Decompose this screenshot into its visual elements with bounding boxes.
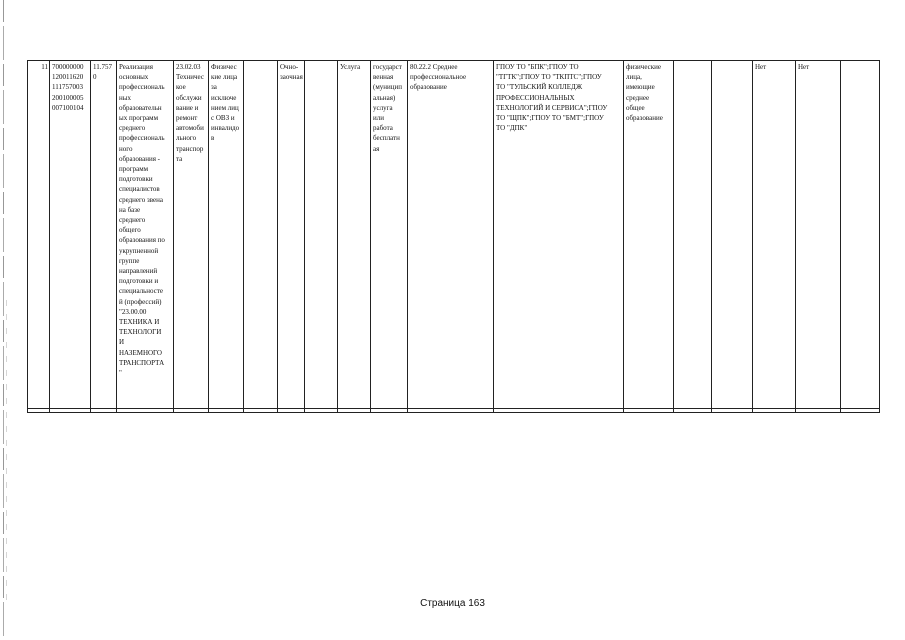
strip-cell <box>91 409 117 413</box>
consumer-category-cell: Физичес кие лица за исключе нием лиц с ОВЗ и инвалидо в <box>209 61 244 409</box>
flag-cell-2: Нет <box>796 61 841 409</box>
strip-cell <box>209 409 244 413</box>
consumers-cell: физические лица, имеющие среднее общее образование <box>624 61 674 409</box>
strip-cell <box>753 409 796 413</box>
strip-cell <box>712 409 753 413</box>
strip-cell <box>674 409 712 413</box>
strip-cell <box>305 409 338 413</box>
strip-cell <box>117 409 174 413</box>
strip-cell <box>244 409 278 413</box>
service-status-cell: государст венная (муницип альная) услуга или работа бесплатн ая <box>371 61 408 409</box>
empty-cell-15 <box>674 61 712 409</box>
scan-edge-mark-secondary <box>6 300 7 600</box>
row-number: 11 <box>28 61 50 409</box>
empty-cell-9 <box>305 61 338 409</box>
service-type-cell: Услуга <box>338 61 371 409</box>
okved-cell: 80.22.2 Среднее профессиональное образование <box>408 61 494 409</box>
table-bottom-strip <box>28 409 880 413</box>
strip-cell <box>841 409 880 413</box>
strip-cell <box>624 409 674 413</box>
registry-code-cell: 700000000 120011620 111757003 200100005 007100104 <box>50 61 91 409</box>
strip-cell <box>796 409 841 413</box>
strip-cell <box>494 409 624 413</box>
strip-cell <box>50 409 91 413</box>
service-code-cell: 11.757 0 <box>91 61 117 409</box>
form-of-study-cell: Очно- заочная <box>278 61 305 409</box>
empty-cell-19 <box>841 61 880 409</box>
specialty-cell: 23.02.03 Техничес кое обслужи вание и ремонт автомоби льного транспор та <box>174 61 209 409</box>
strip-cell <box>174 409 209 413</box>
table-row <box>28 61 880 409</box>
flag-cell-1: Нет <box>753 61 796 409</box>
strip-cell <box>338 409 371 413</box>
registry-table <box>27 60 880 413</box>
strip-cell <box>408 409 494 413</box>
strip-cell <box>28 409 50 413</box>
strip-cell <box>371 409 408 413</box>
service-name-cell: Реализация основных профессиональ ных образовательн ых программ среднего профессиональ ного образования - программ подготовки специалистов среднего звена на базе среднего общего образования по укрупненной группе направлений подготовки и специальносте й (профессий) "23.00.00 ТЕХНИКА И ТЕХНОЛОГИ И НАЗЕМНОГО ТРАНСПОРТА " <box>117 61 174 409</box>
strip-cell <box>278 409 305 413</box>
empty-cell-7 <box>244 61 278 409</box>
institutions-cell: ГПОУ ТО "БПК";ГПОУ ТО "ТГТК";ГПОУ ТО "ТКПТС";ГПОУ ТО "ТУЛЬСКИЙ КОЛЛЕДЖ ПРОФЕССИОНАЛЬНЫХ ТЕХНОЛОГИЙ И СЕРВИСА";ГПОУ ТО "ЩПК";ГПОУ ТО "БМТ";ГПОУ ТО "ДПК" <box>494 61 624 409</box>
page-number: Страница 163 <box>420 598 485 609</box>
scan-edge-mark <box>3 0 4 640</box>
empty-cell-16 <box>712 61 753 409</box>
